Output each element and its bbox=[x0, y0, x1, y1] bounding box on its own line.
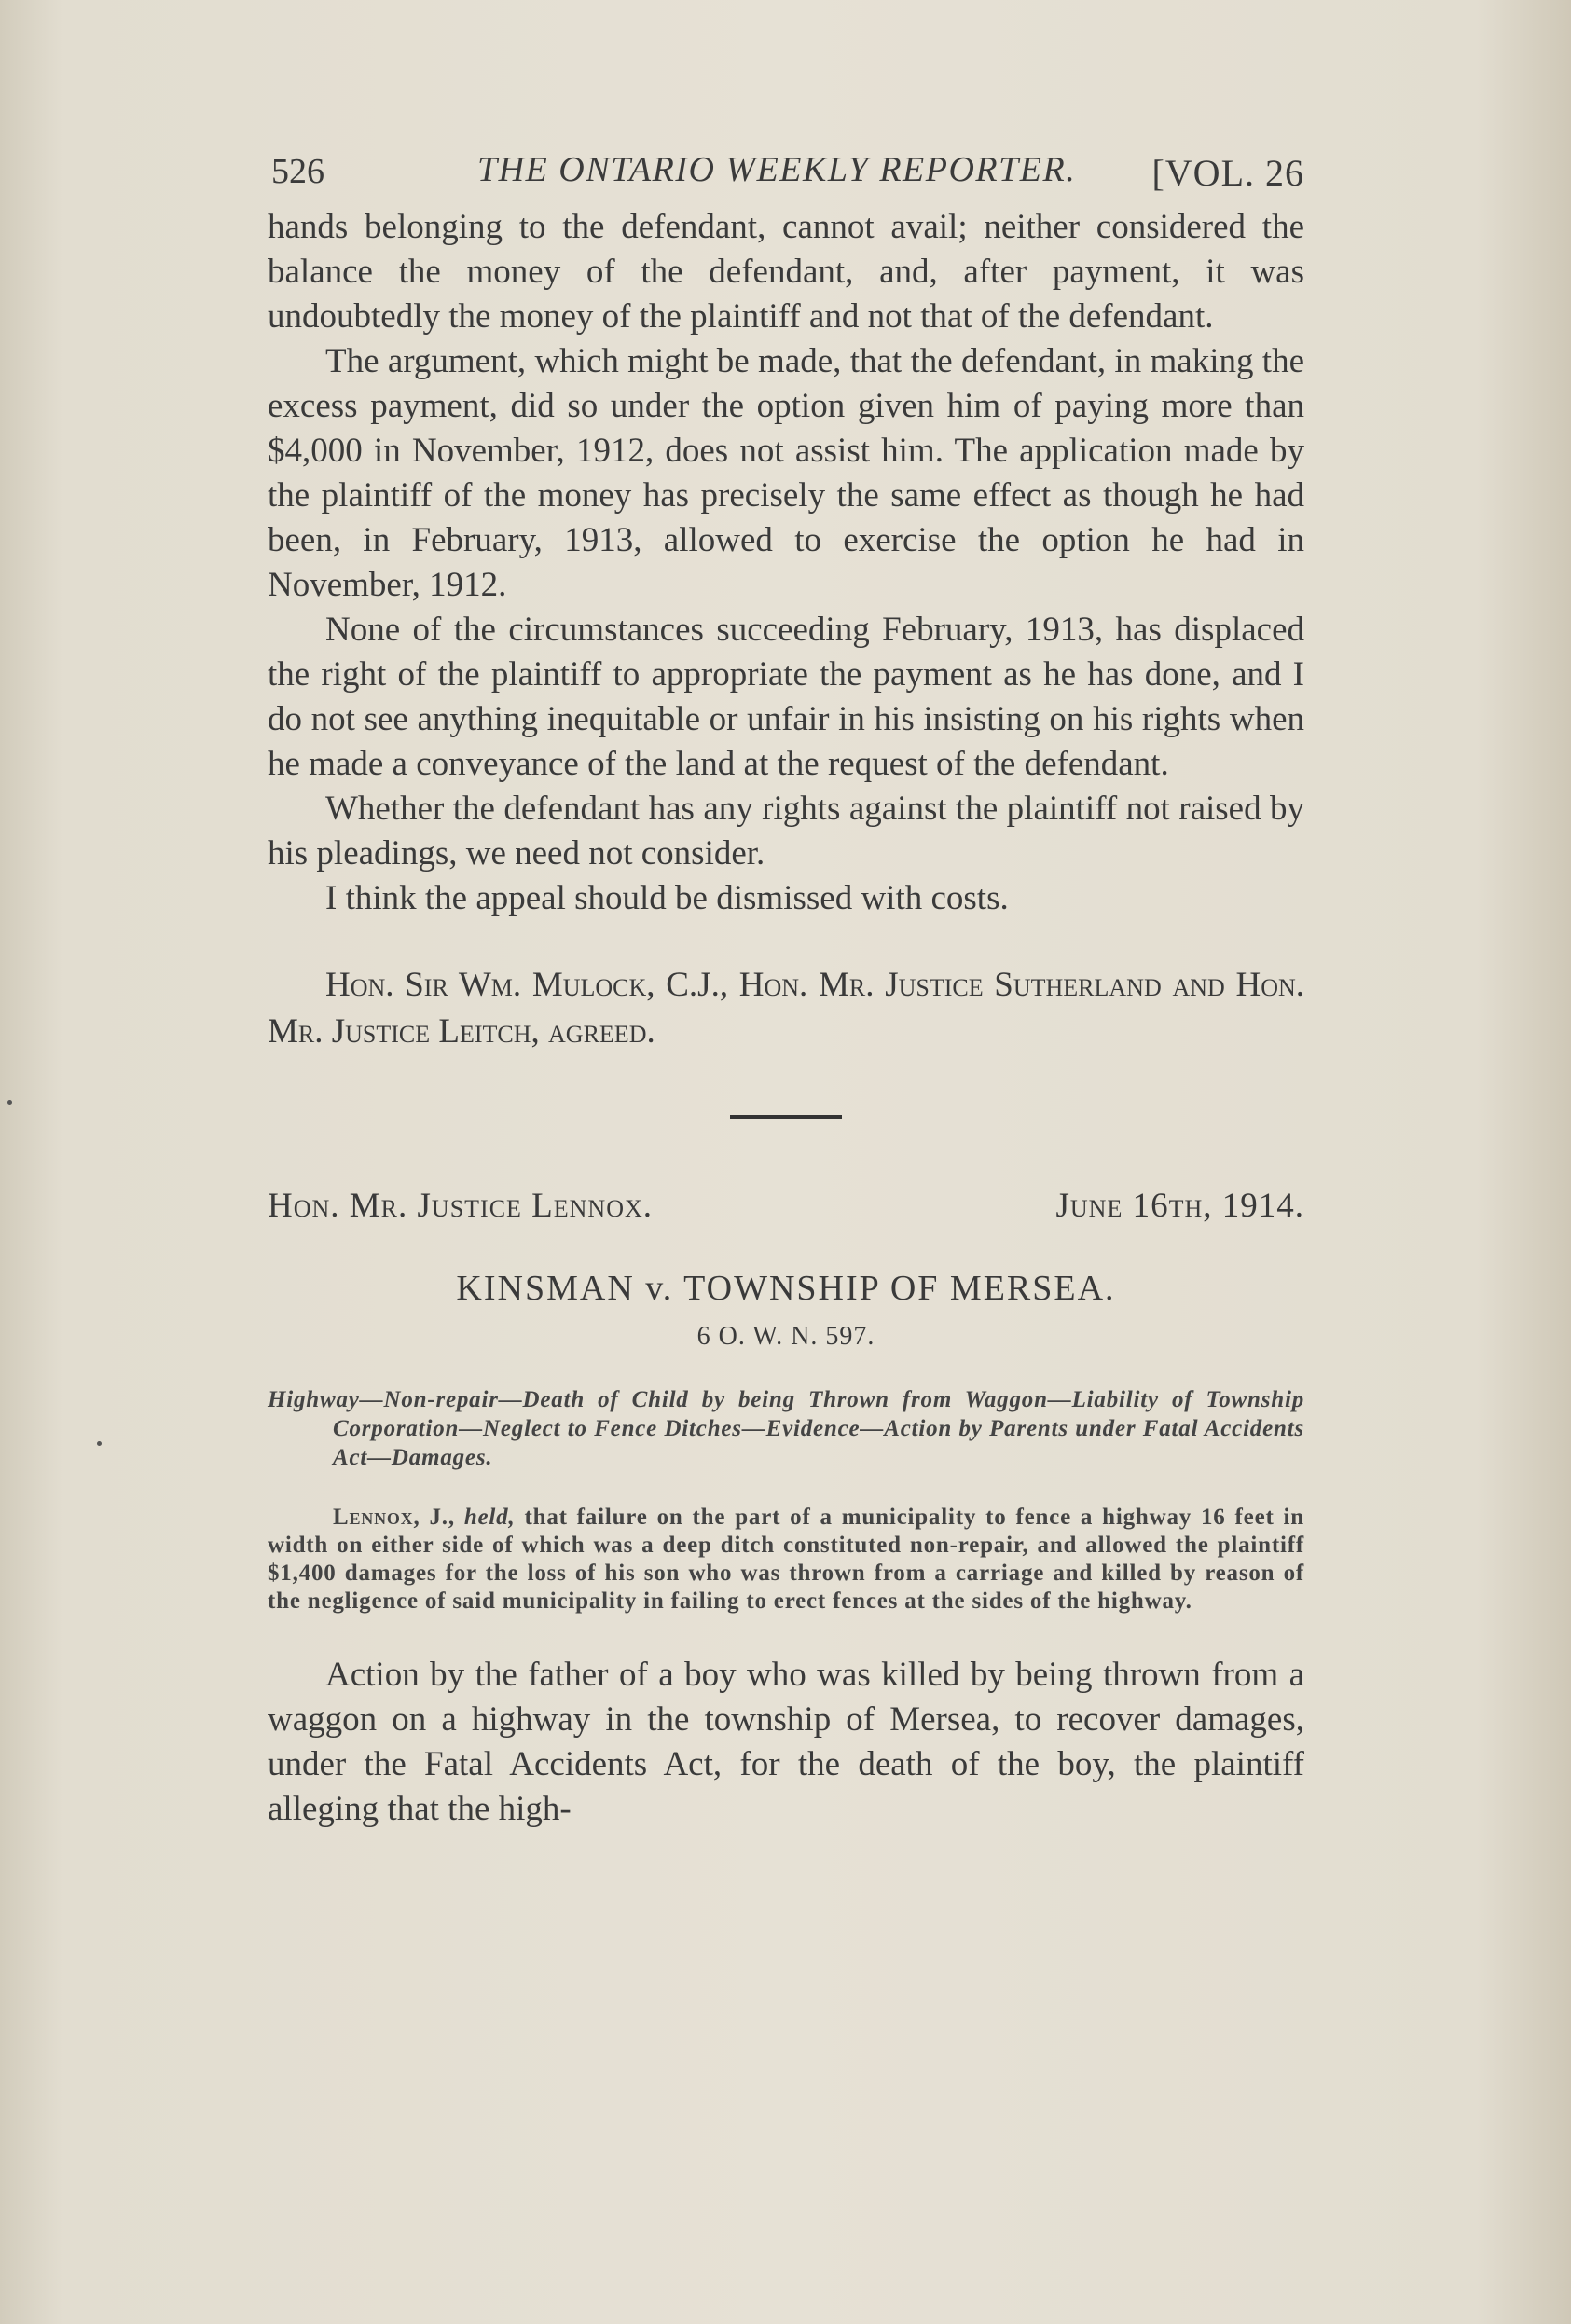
volume-label: [VOL. 26 bbox=[1151, 152, 1304, 194]
ink-speck bbox=[97, 1441, 102, 1446]
holding-held: held, bbox=[463, 1505, 516, 1530]
journal-title: THE ONTARIO WEEKLY REPORTER. bbox=[477, 150, 1077, 189]
case-citation: 6 O. W. N. 597. bbox=[696, 1322, 875, 1351]
paragraph: hands belonging to the defendant, cannot avail; neither considered the balance the money of the defendant, and, after payment, it was undoubtedly the money of the plaintiff and not that of the defendant. bbox=[268, 208, 1304, 336]
opening-paragraph: Action by the father of a boy who was killed by being thrown from a waggon on a highway in the township of Mersea, to recover damages, under the Fatal Accidents Act, for the death of the boy, the plaintiff alleging that the high- bbox=[268, 1656, 1304, 1828]
judgment-body bbox=[268, 205, 1304, 921]
case-header-line bbox=[268, 1186, 1304, 1234]
paragraph: Whether the defendant has any rights against the plaintiff not raised by his pleadings, we need not consider. bbox=[268, 790, 1304, 873]
running-head bbox=[268, 140, 1304, 205]
decision-date: June 16th, 1914. bbox=[1055, 1187, 1304, 1225]
ink-speck bbox=[7, 1100, 12, 1105]
conclusion: I think the appeal should be dismissed with costs. bbox=[325, 879, 1009, 917]
holding-text: that failure on the part of a municipality to fence a highway 16 feet in width on either side of which was a deep ditch constituted non-repair, and allowed the plaintiff $1,400 damages for the loss of his son who was thrown from a carriage and killed by reason of the negligence of said municipality in failing to erect fences at the sides of the highway. bbox=[268, 1505, 1304, 1614]
judge-name: Hon. Mr. Justice Lennox. bbox=[268, 1187, 654, 1225]
paragraph: The argument, which might be made, that the defendant, in making the excess payment, did so under the option given him of paying more than $4,000 in November, 1912, does not assist him. The application made by the plaintiff of the money has precisely the same effect as though he had been, in February, 1913, allowed to exercise the option he had in November, 1912. bbox=[268, 342, 1304, 604]
case-title: KINSMAN v. TOWNSHIP OF MERSEA. bbox=[456, 1269, 1116, 1308]
text-column bbox=[268, 140, 1304, 1866]
page-number: 526 bbox=[271, 152, 324, 191]
paragraph: None of the circumstances succeeding February, 1913, has displaced the right of the plaintiff to appropriate the payment as he has done, and I do not see anything inequitable or unfair in his insisting on his rights when he made a conveyance of the land at the request of the defendant. bbox=[268, 611, 1304, 783]
section-divider bbox=[730, 1115, 842, 1119]
holding-judge: Lennox, J., bbox=[333, 1505, 455, 1530]
holding bbox=[268, 1504, 1304, 1616]
headnote: Highway—Non-repair—Death of Child by being Thrown from Waggon—Liability of Township Corporation—Neglect to Fence Ditches—Evidence—Action by Parents under Fatal Accidents Act—Damages. bbox=[268, 1387, 1304, 1470]
concurrence: Hon. Sir Wm. Mulock, C.J., Hon. Mr. Justice Sutherland and Hon. Mr. Justice Leitch, agreed. bbox=[268, 966, 1304, 1051]
